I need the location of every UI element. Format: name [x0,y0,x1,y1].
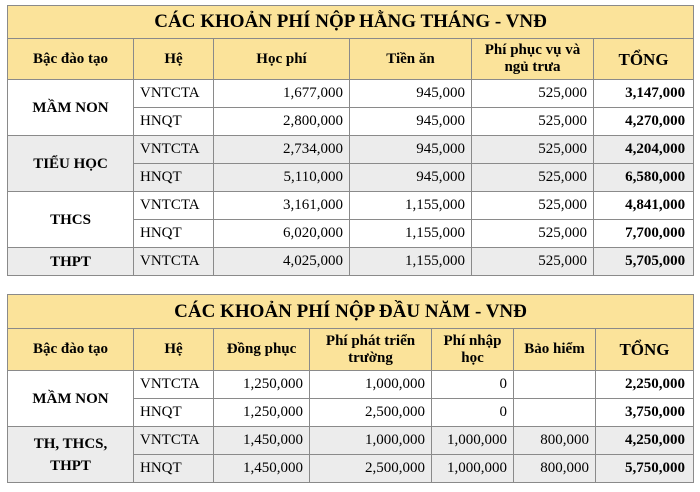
annual-fees-table [7,294,694,483]
uniform-cell: 1,250,000 [214,399,310,427]
system-cell: VNTCTA [134,192,214,220]
header-total: TỔNG [596,329,694,371]
service-cell: 525,000 [472,108,594,136]
total-cell: 4,204,000 [594,136,694,164]
total-cell: 3,147,000 [594,80,694,108]
admission-fee-cell: 1,000,000 [432,455,514,483]
total-cell: 5,750,000 [596,455,694,483]
header-insurance: Bảo hiểm [514,329,596,371]
monthly-fees-table [7,5,694,276]
meals-cell: 1,155,000 [350,192,472,220]
insurance-cell: 800,000 [514,455,596,483]
meals-cell: 1,155,000 [350,248,472,276]
service-cell: 525,000 [472,164,594,192]
admission-fee-cell: 1,000,000 [432,427,514,455]
annual-table-title: CÁC KHOẢN PHÍ NỘP ĐẦU NĂM - VNĐ [8,295,694,329]
monthly-table-title: CÁC KHOẢN PHÍ NỘP HẰNG THÁNG - VNĐ [8,6,694,39]
level-cell: MẦM NON [8,371,134,427]
total-cell: 4,250,000 [596,427,694,455]
insurance-cell: 800,000 [514,427,596,455]
table-row [8,192,694,220]
tuition-cell: 4,025,000 [214,248,350,276]
admission-fee-cell: 0 [432,399,514,427]
uniform-cell: 1,450,000 [214,427,310,455]
admission-fee-cell: 0 [432,371,514,399]
header-uniform: Đồng phục [214,329,310,371]
level-cell: MẦM NON [8,80,134,136]
level-cell: THPT [8,248,134,276]
meals-cell: 945,000 [350,108,472,136]
header-tuition: Học phí [214,39,350,80]
table-row [8,371,694,399]
development-fee-cell: 2,500,000 [310,399,432,427]
level-cell: THCS [8,192,134,248]
service-cell: 525,000 [472,248,594,276]
development-fee-cell: 1,000,000 [310,371,432,399]
development-fee-cell: 1,000,000 [310,427,432,455]
header-level: Bậc đào tạo [8,39,134,80]
system-cell: HNQT [134,108,214,136]
system-cell: HNQT [134,164,214,192]
system-cell: HNQT [134,220,214,248]
header-service-nap: Phí phục vụ và ngủ trưa [472,39,594,80]
insurance-cell [514,399,596,427]
system-cell: VNTCTA [134,248,214,276]
development-fee-cell: 2,500,000 [310,455,432,483]
service-cell: 525,000 [472,80,594,108]
uniform-cell: 1,250,000 [214,371,310,399]
system-cell: VNTCTA [134,427,214,455]
system-cell: HNQT [134,399,214,427]
tuition-cell: 5,110,000 [214,164,350,192]
service-cell: 525,000 [472,192,594,220]
total-cell: 4,841,000 [594,192,694,220]
table-row [8,80,694,108]
level-cell: TIỂU HỌC [8,136,134,192]
tuition-cell: 3,161,000 [214,192,350,220]
total-cell: 2,250,000 [596,371,694,399]
header-system: Hệ [134,39,214,80]
header-development-fee: Phí phát triển trường [310,329,432,371]
tuition-cell: 2,800,000 [214,108,350,136]
meals-cell: 1,155,000 [350,220,472,248]
system-cell: VNTCTA [134,371,214,399]
table-row [8,427,694,455]
table-row [8,136,694,164]
service-cell: 525,000 [472,220,594,248]
total-cell: 3,750,000 [596,399,694,427]
tuition-cell: 6,020,000 [214,220,350,248]
tuition-cell: 2,734,000 [214,136,350,164]
level-cell: TH, THCS, THPT [8,427,134,483]
meals-cell: 945,000 [350,80,472,108]
total-cell: 7,700,000 [594,220,694,248]
uniform-cell: 1,450,000 [214,455,310,483]
tuition-cell: 1,677,000 [214,80,350,108]
system-cell: VNTCTA [134,136,214,164]
total-cell: 5,705,000 [594,248,694,276]
header-total: TỔNG [594,39,694,80]
header-system: Hệ [134,329,214,371]
header-level: Bậc đào tạo [8,329,134,371]
header-meals: Tiền ăn [350,39,472,80]
service-cell: 525,000 [472,136,594,164]
system-cell: VNTCTA [134,80,214,108]
insurance-cell [514,371,596,399]
meals-cell: 945,000 [350,164,472,192]
header-admission-fee: Phí nhập học [432,329,514,371]
meals-cell: 945,000 [350,136,472,164]
system-cell: HNQT [134,455,214,483]
total-cell: 6,580,000 [594,164,694,192]
table-row [8,248,694,276]
total-cell: 4,270,000 [594,108,694,136]
